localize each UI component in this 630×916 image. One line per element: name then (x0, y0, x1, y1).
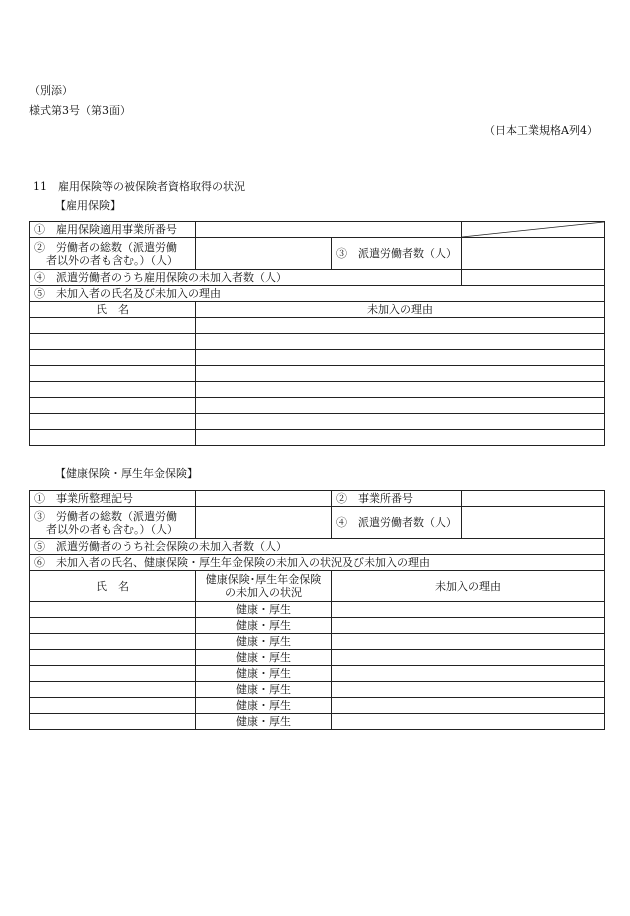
dispatch-workers-label: ③ 派遣労働者数（人） (332, 238, 462, 270)
unenrolled-reason-label: ⑤ 未加入者の氏名及び未加入の理由 (30, 286, 605, 302)
reason-cell[interactable] (196, 382, 605, 398)
table-row (30, 382, 605, 398)
reason-cell[interactable] (332, 650, 605, 666)
name-cell[interactable] (30, 382, 196, 398)
status-header-line2: の未加入の状況 (225, 586, 302, 599)
table-row (30, 634, 605, 650)
name-cell[interactable] (30, 414, 196, 430)
total-workers-label-line2: 者以外の者も含む。）（人） (46, 522, 178, 536)
reason-column-header: 未加入の理由 (196, 302, 605, 318)
name-cell[interactable] (30, 602, 196, 618)
dispatch-workers-label: ④ 派遣労働者数（人） (332, 507, 462, 539)
unenrolled-reason-label: ⑥ 未加入者の氏名、健康保険・厚生年金保険の未加入の状況及び未加入の理由 (30, 555, 605, 571)
name-cell[interactable] (30, 682, 196, 698)
name-column-header: 氏 名 (30, 302, 196, 318)
reason-cell[interactable] (196, 318, 605, 334)
reason-cell[interactable] (332, 618, 605, 634)
table-row (30, 666, 605, 682)
name-cell[interactable] (30, 618, 196, 634)
reason-cell[interactable] (196, 334, 605, 350)
office-number-label: ① 雇用保険適用事業所番号 (30, 222, 196, 238)
health-pension-heading: 【健康保険・厚生年金保険】 (55, 467, 198, 480)
reason-cell[interactable] (332, 698, 605, 714)
table-row (30, 430, 605, 446)
name-column-header: 氏 名 (30, 571, 196, 602)
table-row (30, 698, 605, 714)
reason-cell[interactable] (332, 634, 605, 650)
attachment-label: （別添） (29, 84, 73, 97)
diagonal-cell (462, 222, 605, 238)
status-cell[interactable]: 健康・厚生 (196, 650, 332, 666)
total-workers-value[interactable] (196, 507, 332, 539)
section-title: 11 雇用保険等の被保険者資格取得の状況 (33, 180, 245, 193)
reason-cell[interactable] (332, 602, 605, 618)
name-cell[interactable] (30, 366, 196, 382)
office-number-value[interactable] (462, 491, 605, 507)
dispatch-workers-value[interactable] (462, 238, 605, 270)
status-cell[interactable]: 健康・厚生 (196, 714, 332, 730)
table-row (30, 318, 605, 334)
name-cell[interactable] (30, 398, 196, 414)
name-cell[interactable] (30, 430, 196, 446)
paper-size-note: （日本工業規格A列4） (484, 124, 598, 137)
table-row (30, 350, 605, 366)
dispatch-workers-value[interactable] (462, 507, 605, 539)
status-cell[interactable]: 健康・厚生 (196, 618, 332, 634)
total-workers-label-line1: ③ 労働者の総数（派遣労働 (34, 509, 177, 523)
table-row (30, 334, 605, 350)
employment-insurance-heading: 【雇用保険】 (55, 199, 121, 212)
status-cell[interactable]: 健康・厚生 (196, 666, 332, 682)
table-row (30, 682, 605, 698)
table-row (30, 366, 605, 382)
office-code-label: ① 事業所整理記号 (30, 491, 196, 507)
form-number: 様式第3号（第3面） (29, 104, 131, 117)
table-row (30, 714, 605, 730)
total-workers-label-line2: 者以外の者も含む。）（人） (46, 253, 178, 267)
table-row (30, 618, 605, 634)
unenrolled-count-value[interactable] (462, 270, 605, 286)
status-cell[interactable]: 健康・厚生 (196, 682, 332, 698)
name-cell[interactable] (30, 350, 196, 366)
reason-cell[interactable] (196, 350, 605, 366)
name-cell[interactable] (30, 650, 196, 666)
reason-cell[interactable] (196, 414, 605, 430)
status-cell[interactable]: 健康・厚生 (196, 634, 332, 650)
unenrolled-count-label: ④ 派遣労働者のうち雇用保険の未加入者数（人） (30, 270, 462, 286)
status-cell[interactable]: 健康・厚生 (196, 698, 332, 714)
status-cell[interactable]: 健康・厚生 (196, 602, 332, 618)
health-pension-table (29, 490, 605, 730)
table-row (30, 414, 605, 430)
office-number-label: ② 事業所番号 (332, 491, 462, 507)
name-cell[interactable] (30, 698, 196, 714)
unenrolled-count-label: ⑤ 派遣労働者のうち社会保険の未加入者数（人） (30, 539, 605, 555)
reason-cell[interactable] (196, 398, 605, 414)
name-cell[interactable] (30, 666, 196, 682)
reason-cell[interactable] (332, 666, 605, 682)
total-workers-label (30, 507, 196, 539)
reason-cell[interactable] (332, 714, 605, 730)
employment-insurance-table (29, 221, 605, 446)
reason-cell[interactable] (196, 430, 605, 446)
status-column-header (196, 571, 332, 602)
office-number-value[interactable] (196, 222, 462, 238)
name-cell[interactable] (30, 634, 196, 650)
reason-column-header: 未加入の理由 (332, 571, 605, 602)
name-cell[interactable] (30, 318, 196, 334)
status-header-line1: 健康保険･厚生年金保険 (205, 573, 322, 586)
total-workers-value[interactable] (196, 238, 332, 270)
table-row (30, 602, 605, 618)
name-cell[interactable] (30, 334, 196, 350)
table-row (30, 398, 605, 414)
office-code-value[interactable] (196, 491, 332, 507)
name-cell[interactable] (30, 714, 196, 730)
table-row (30, 650, 605, 666)
reason-cell[interactable] (332, 682, 605, 698)
total-workers-label-line1: ② 労働者の総数（派遣労働 (34, 240, 177, 254)
reason-cell[interactable] (196, 366, 605, 382)
total-workers-label (30, 238, 196, 270)
